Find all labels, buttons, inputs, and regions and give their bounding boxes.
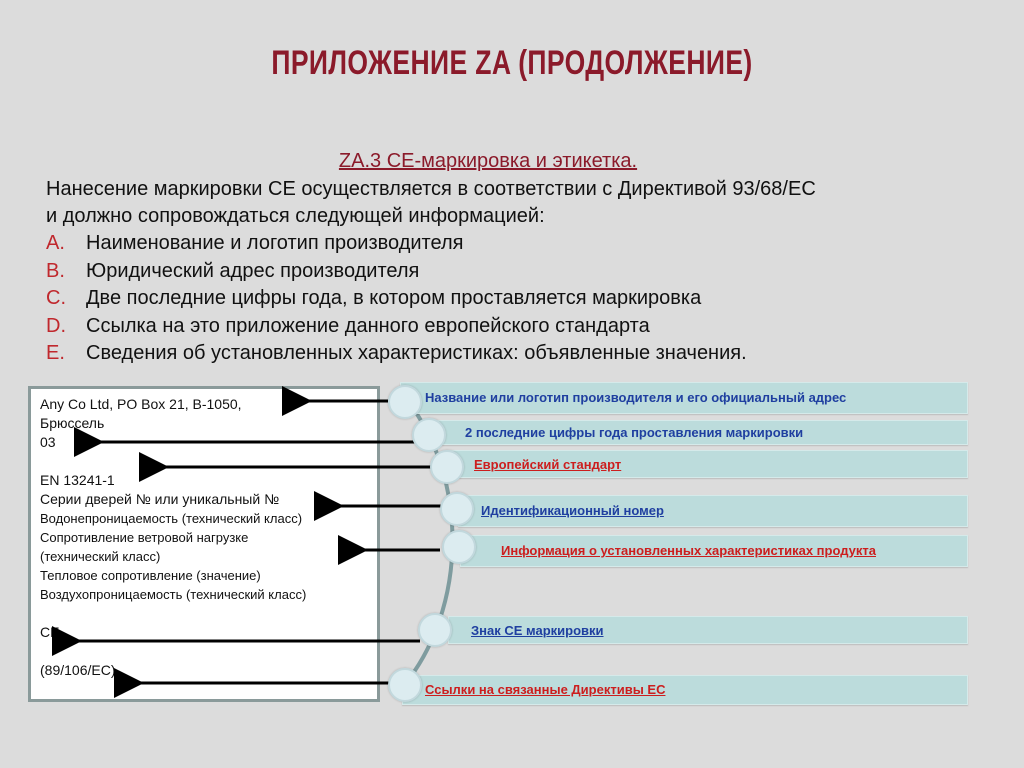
label-air-permeability: Воздухопроницаемость (технический класс) <box>40 587 307 602</box>
list-item-text: Ссылка на это приложение данного европейского стандарта <box>86 314 650 337</box>
label-series-number: Серии дверей № или уникальный № <box>40 491 280 507</box>
strip-year: 2 последние цифры года проставления маркировки <box>430 420 968 445</box>
connector-bubble <box>388 385 422 419</box>
connector-bubble <box>440 492 474 526</box>
connector-bubble <box>418 613 452 647</box>
label-manufacturer-address: Any Co Ltd, PO Box 21, B-1050, <box>40 396 242 412</box>
strip-directives: Ссылки на связанные Директивы ЕС <box>402 675 968 705</box>
list-item-text: Наименование и логотип производителя <box>86 232 464 254</box>
page-title: ПРИЛОЖЕНИЕ ZA (ПРОДОЛЖЕНИЕ) <box>271 44 753 82</box>
intro-line-2: и должно сопровождаться следующей информацией: <box>46 205 545 227</box>
label-wind-resistance: Сопротивление ветровой нагрузке <box>40 530 249 545</box>
list-marker: E. <box>46 342 65 364</box>
list-marker: A. <box>46 232 65 254</box>
list-item-text: Сведения об установленных характеристиках: объявленные значения. <box>86 342 747 364</box>
intro-line-1: Нанесение маркировки CE осуществляется в соответствии с Директивой 93/68/ЕС <box>46 178 816 200</box>
label-city: Брюссель <box>40 415 105 431</box>
label-thermal-resistance: Тепловое сопротивление (значение) <box>40 568 261 583</box>
strip-id-number: Идентификационный номер <box>458 495 968 527</box>
label-directive: (89/106/EC) <box>40 662 116 678</box>
label-ce-mark: CE <box>40 624 60 640</box>
strip-characteristics: Информация о установленных характеристиках продукта <box>460 535 968 567</box>
strip-manufacturer: Название или логотип производителя и его официальный адрес <box>400 382 968 414</box>
list-marker: C. <box>46 287 66 309</box>
connector-bubble <box>388 668 422 702</box>
connector-bubble <box>442 530 476 564</box>
section-heading: ZA.3 CE-маркировка и этикетка. <box>338 150 638 172</box>
label-water-tightness: Водонепроницаемость (технический класс) <box>40 511 303 526</box>
list-marker: D. <box>46 314 66 337</box>
list-item-text: Две последние цифры года, в котором проставляется маркировка <box>86 287 702 309</box>
label-standard: EN 13241-1 <box>40 472 115 488</box>
connector-bubble <box>430 450 464 484</box>
strip-ce-mark: Знак CE маркировки <box>448 616 968 644</box>
label-technical-class: (технический класс) <box>40 549 161 564</box>
label-year: 03 <box>40 434 56 450</box>
strip-standard: Европейский стандарт <box>446 450 968 478</box>
list-marker: B. <box>46 259 65 282</box>
list-item-text: Юридический адрес производителя <box>86 259 420 282</box>
connector-bubble <box>412 418 446 452</box>
